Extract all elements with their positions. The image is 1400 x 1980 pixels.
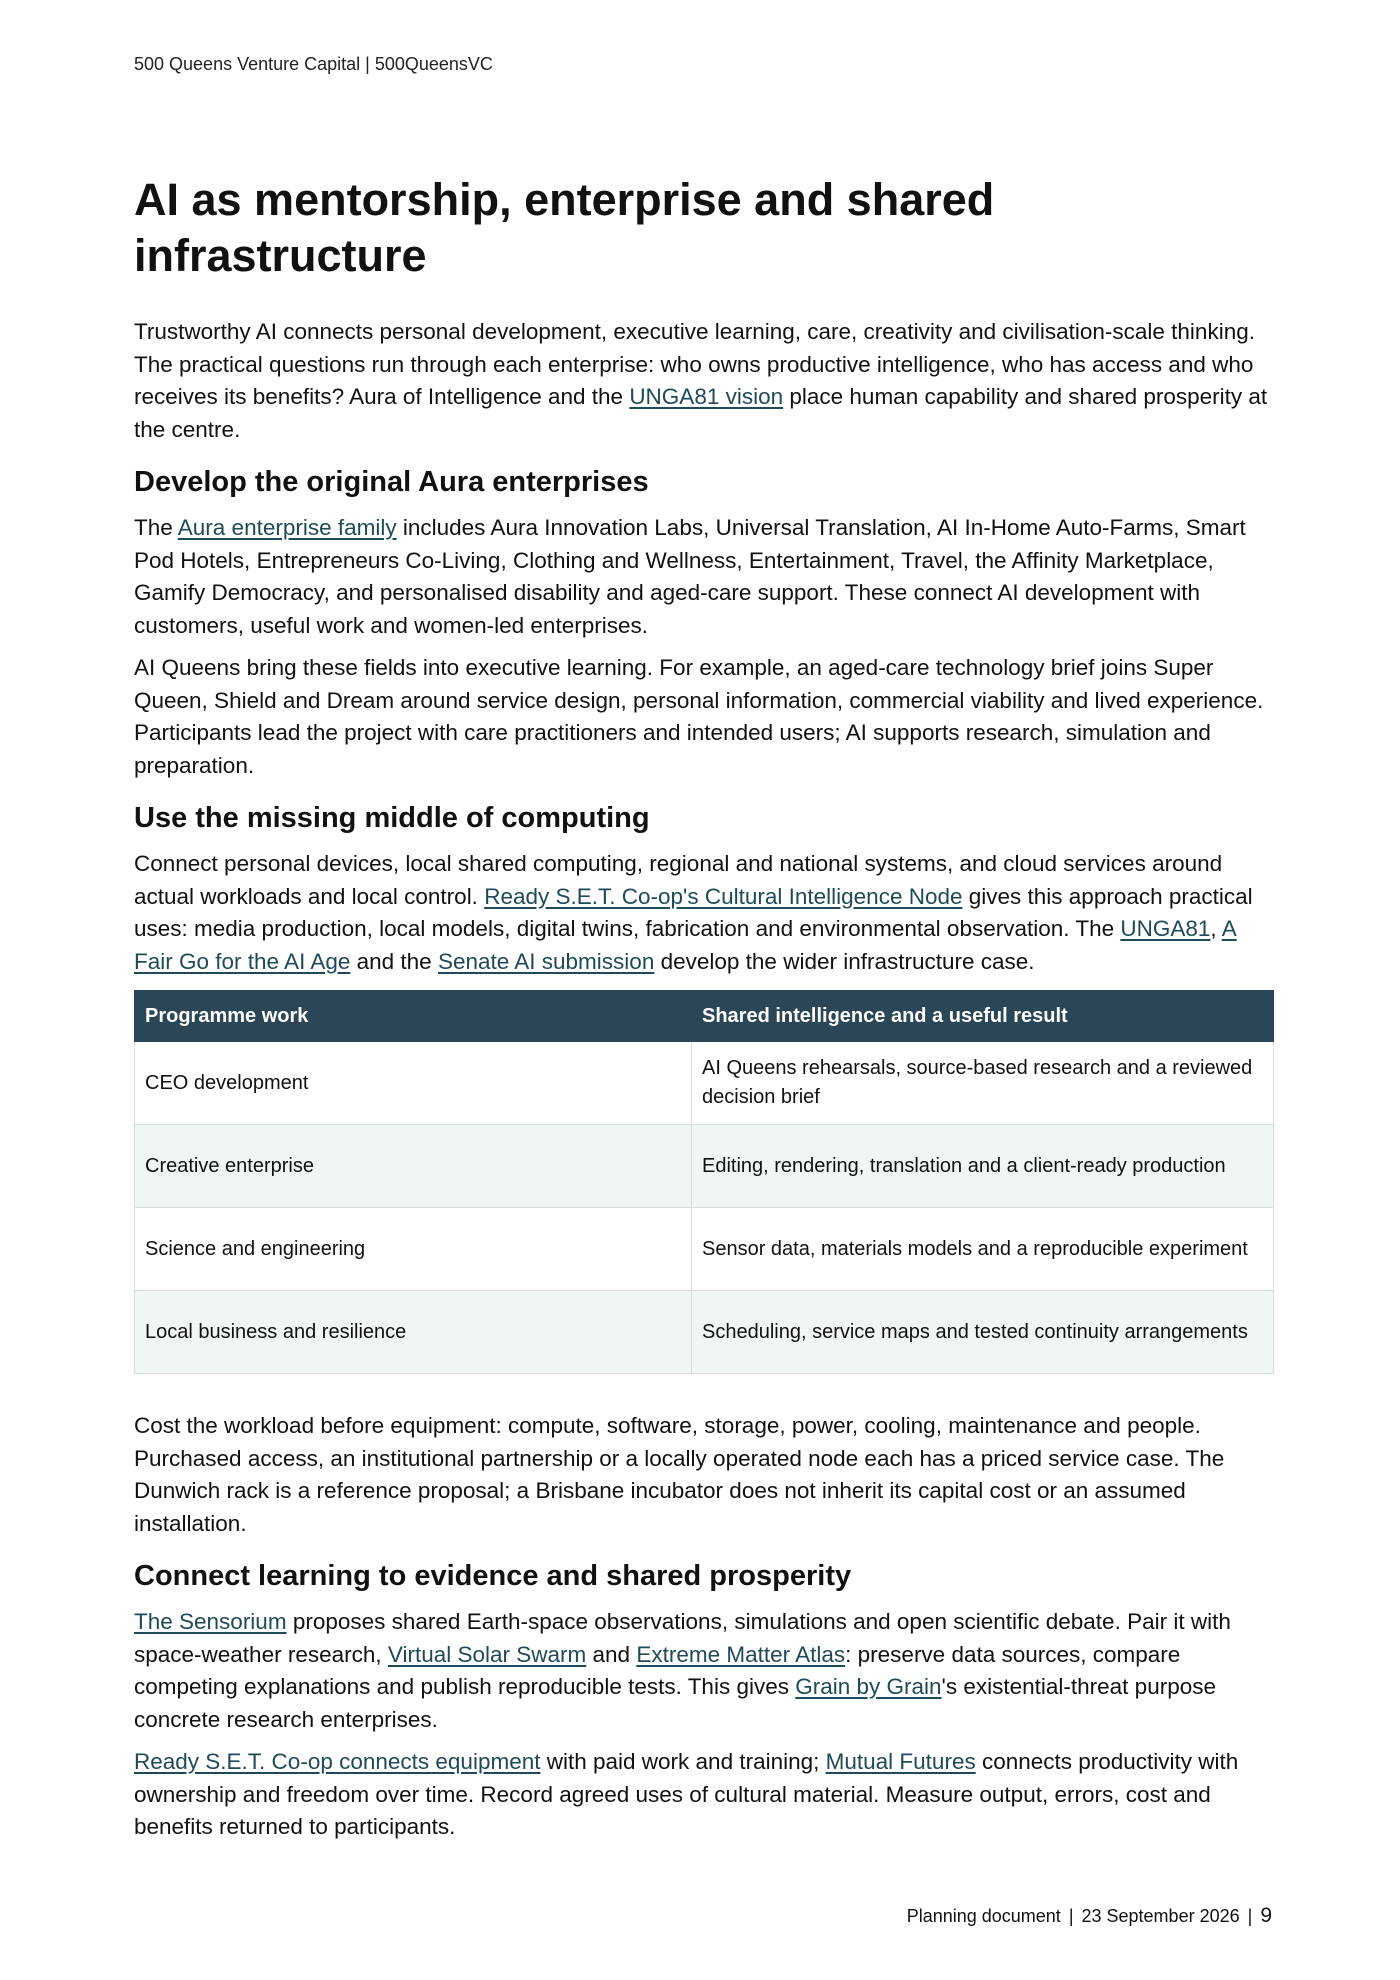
ready-set-paragraph: Ready S.E.T. Co-op connects equipment with paid work and training; Mutual Futures connects productivity with ownership and freedom over time. Record agreed uses of cultural material. Measure output, errors, cost and benefits returned to participants. [134, 1749, 1239, 1839]
aura-enterprises-paragraph: The Aura enterprise family includes Aura Innovation Labs, Universal Translation, AI In-Home Auto-Farms, Smart Pod Hotels, Entrepreneurs Co-Living, Clothing and Wellness, Entertainment, Travel, the Affinity Marketplace, Gamify Democracy, and personalised disability and aged-care support. These connect AI development with customers, useful work and women-led enterprises. [134, 515, 1246, 638]
table-header-row [135, 991, 1274, 1042]
table-header-shared-intelligence: Shared intelligence and a useful result [692, 991, 1274, 1042]
footer-date: 23 September 2026 [1081, 1906, 1240, 1926]
unga81-vision-link[interactable]: UNGA81 vision [629, 384, 784, 409]
sensorium-link[interactable]: The Sensorium [134, 1609, 287, 1634]
ready-set-equipment-link[interactable]: Ready S.E.T. Co-op connects equipment [134, 1749, 541, 1774]
section-heading-missing-middle: Use the missing middle of computing [134, 802, 650, 834]
footer-separator: | [1247, 1906, 1253, 1926]
table-row [135, 1042, 1274, 1125]
page-footer [907, 1904, 1272, 1928]
intro-paragraph: Trustworthy AI connects personal development, executive learning, care, creativity and civilisation-scale thinking. The practical questions run through each enterprise: who owns productive intelligence, who has access and who receives its benefits? Aura of Intelligence and the UNGA81 vision place human capability and shared prosperity at the centre. [134, 319, 1268, 442]
grain-by-grain-link[interactable]: Grain by Grain [795, 1674, 942, 1699]
fair-go-ai-age-link[interactable]: A Fair Go for the AI Age [134, 916, 1237, 974]
table-row [135, 1291, 1274, 1374]
senate-ai-submission-link[interactable]: Senate AI submission [437, 948, 655, 974]
sensorium-paragraph: The Sensorium proposes shared Earth-space observations, simulations and open scientific debate. Pair it with space-weather research, Virtual Solar Swarm and Extreme Matter Atlas: preserve data sources, compare competing explanations and publish reproducible tests. This gives Grain by Grain's existential-threat purpose concrete research enterprises. [134, 1609, 1231, 1732]
cultural-intelligence-node-link[interactable]: Ready S.E.T. Co-op's Cultural Intelligence Node [484, 883, 963, 909]
ai-queens-paragraph: AI Queens bring these fields into executive learning. For example, an aged-care technology brief joins Super Queen, Shield and Dream around service design, personal information, commercial viability and lived experience. Participants lead the project with care practitioners and intended users; AI supports research, simulation and preparation. [134, 655, 1264, 778]
document-body [134, 172, 1274, 1854]
table-cell: Science and engineering [135, 1208, 692, 1291]
programme-table [134, 990, 1274, 1374]
missing-middle-paragraph: Connect personal devices, local shared computing, regional and national systems, and cloud services around actual workloads and local control. Ready S.E.T. Co-op's Cultural Intelligence Node gives this approach practical uses: media production, local models, digital twins, fabrication and environmental observation. The UNGA81, A Fair Go for the AI Age and the Senate AI submission develop the wider infrastructure case. [134, 851, 1253, 974]
cost-workload-paragraph: Cost the workload before equipment: compute, software, storage, power, cooling, maintenance and people. Purchased access, an institutional partnership or a locally operated node each has a priced service case. The Dunwich rack is a reference proposal; a Brisbane incubator does not inherit its capital cost or an assumed installation. [134, 1413, 1225, 1536]
extreme-matter-atlas-link[interactable]: Extreme Matter Atlas [636, 1641, 846, 1667]
table-header-programme-work: Programme work [135, 991, 692, 1042]
footer-separator: | [1068, 1906, 1074, 1926]
table-row [135, 1208, 1274, 1291]
page-header: 500 Queens Venture Capital | 500QueensVC [134, 54, 493, 74]
page-title: AI as mentorship, enterprise and shared infrastructure [134, 174, 995, 281]
table-cell: Creative enterprise [135, 1125, 692, 1208]
table-cell: AI Queens rehearsals, source-based research and a reviewed decision brief [692, 1042, 1274, 1125]
table-cell: CEO development [135, 1042, 692, 1125]
page-number: 9 [1260, 1904, 1272, 1927]
table-cell: Scheduling, service maps and tested continuity arrangements [692, 1291, 1274, 1374]
table-row [135, 1125, 1274, 1208]
section-heading-evidence-prosperity: Connect learning to evidence and shared prosperity [134, 1560, 852, 1592]
section-heading-aura-enterprises: Develop the original Aura enterprises [134, 466, 649, 498]
virtual-solar-swarm-link[interactable]: Virtual Solar Swarm [387, 1641, 587, 1667]
table-cell: Sensor data, materials models and a reproducible experiment [692, 1208, 1274, 1291]
mutual-futures-link[interactable]: Mutual Futures [825, 1749, 976, 1774]
table-cell: Editing, rendering, translation and a client-ready production [692, 1125, 1274, 1208]
aura-enterprise-family-link[interactable]: Aura enterprise family [177, 515, 397, 540]
unga81-link[interactable]: UNGA81 [1120, 916, 1211, 941]
table-cell: Local business and resilience [135, 1291, 692, 1374]
footer-doc-label: Planning document [906, 1906, 1061, 1926]
